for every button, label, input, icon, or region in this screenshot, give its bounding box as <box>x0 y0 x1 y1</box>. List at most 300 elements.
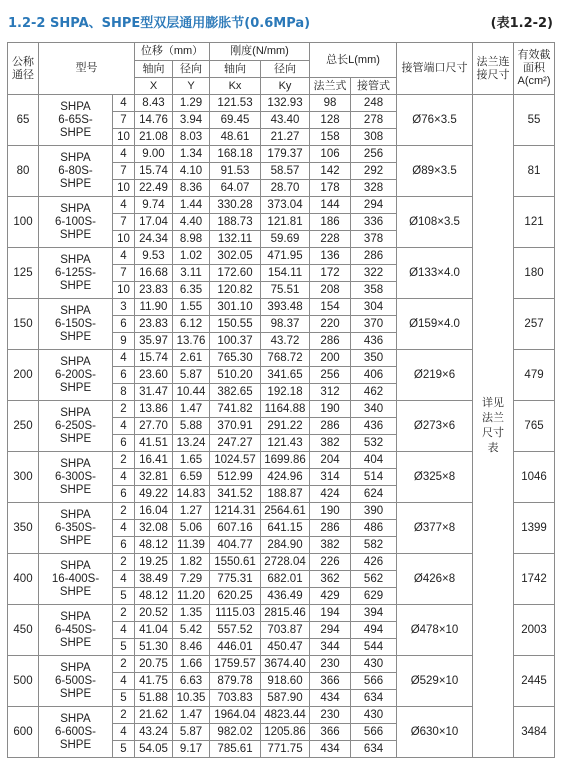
cell-Y: 8.03 <box>173 129 210 146</box>
cell-X: 22.49 <box>135 180 173 197</box>
cell-Y: 5.87 <box>173 724 210 741</box>
cell-pipe-length: 390 <box>351 503 397 520</box>
cell-Ky: 641.15 <box>261 520 310 537</box>
cell-pipe-length: 566 <box>351 724 397 741</box>
cell-pipe-length: 566 <box>351 673 397 690</box>
cell-flange-length: 228 <box>310 231 351 248</box>
cell-Y: 6.63 <box>173 673 210 690</box>
cell-Kx: 188.73 <box>210 214 261 231</box>
cell-pipe-length: 378 <box>351 231 397 248</box>
model-line: SHPA <box>60 202 91 215</box>
cell-Y: 6.59 <box>173 469 210 486</box>
cell-nominal-diameter: 250 <box>8 401 39 452</box>
model-line: 6-250S- <box>55 419 96 432</box>
cell-pipe-size: Ø478×10 <box>397 605 473 656</box>
cell-Kx: 132.11 <box>210 231 261 248</box>
cell-pipe-length: 248 <box>351 95 397 112</box>
cell-pipe-length: 340 <box>351 401 397 418</box>
cell-waves: 4 <box>113 95 135 112</box>
cell-Y: 1.34 <box>173 146 210 163</box>
cell-effective-area: 479 <box>514 350 555 401</box>
cell-Kx: 1550.61 <box>210 554 261 571</box>
cell-Ky: 2728.04 <box>261 554 310 571</box>
cell-waves: 2 <box>113 503 135 520</box>
cell-pipe-length: 544 <box>351 639 397 656</box>
cell-Kx: 775.31 <box>210 571 261 588</box>
cell-Kx: 879.78 <box>210 673 261 690</box>
cell-pipe-length: 404 <box>351 452 397 469</box>
cell-pipe-length: 406 <box>351 367 397 384</box>
cell-model <box>39 401 113 452</box>
cell-pipe-size: Ø529×10 <box>397 656 473 707</box>
cell-Kx: 48.61 <box>210 129 261 146</box>
cell-model <box>39 554 113 605</box>
cell-flange-length: 434 <box>310 741 351 758</box>
cell-pipe-size: Ø219×6 <box>397 350 473 401</box>
model-line: SHPA <box>60 610 91 623</box>
cell-flange-length: 190 <box>310 503 351 520</box>
cell-Kx: 64.07 <box>210 180 261 197</box>
cell-Kx: 91.53 <box>210 163 261 180</box>
cell-Kx: 301.10 <box>210 299 261 316</box>
cell-Ky: 284.90 <box>261 537 310 554</box>
cell-effective-area: 180 <box>514 248 555 299</box>
cell-pipe-length: 336 <box>351 214 397 231</box>
header-pipe: 接管式 <box>351 78 397 95</box>
cell-Y: 5.06 <box>173 520 210 537</box>
cell-Kx: 100.37 <box>210 333 261 350</box>
cell-waves: 2 <box>113 401 135 418</box>
cell-nominal-diameter: 80 <box>8 146 39 197</box>
cell-pipe-length: 370 <box>351 316 397 333</box>
cell-pipe-length: 562 <box>351 571 397 588</box>
cell-flange-length: 429 <box>310 588 351 605</box>
cell-model <box>39 350 113 401</box>
cell-waves: 4 <box>113 418 135 435</box>
cell-Y: 1.02 <box>173 248 210 265</box>
cell-pipe-length: 294 <box>351 197 397 214</box>
cell-waves: 4 <box>113 350 135 367</box>
cell-Ky: 450.47 <box>261 639 310 656</box>
cell-Ky: 341.65 <box>261 367 310 384</box>
cell-Ky: 43.72 <box>261 333 310 350</box>
model-line: SHPE <box>59 432 92 445</box>
table-body <box>8 95 555 758</box>
cell-model <box>39 707 113 758</box>
cell-X: 20.52 <box>135 605 173 622</box>
cell-flange-length: 294 <box>310 622 351 639</box>
cell-Kx: 1214.31 <box>210 503 261 520</box>
cell-waves: 4 <box>113 520 135 537</box>
cell-model <box>39 146 113 197</box>
cell-Y: 6.35 <box>173 282 210 299</box>
spec-table <box>7 42 555 758</box>
cell-X: 17.04 <box>135 214 173 231</box>
cell-X: 16.04 <box>135 503 173 520</box>
cell-Ky: 918.60 <box>261 673 310 690</box>
model-line: SHPE <box>59 330 92 343</box>
cell-Y: 3.11 <box>173 265 210 282</box>
cell-waves: 10 <box>113 231 135 248</box>
header-axial: 轴向 <box>135 61 173 78</box>
model-line: SHPE <box>59 381 92 394</box>
cell-Y: 5.42 <box>173 622 210 639</box>
cell-Y: 1.55 <box>173 299 210 316</box>
cell-waves: 4 <box>113 248 135 265</box>
model-line: SHPA <box>60 304 91 317</box>
cell-pipe-length: 462 <box>351 384 397 401</box>
model-line: SHPA <box>60 661 91 674</box>
cell-pipe-length: 629 <box>351 588 397 605</box>
cell-Ky: 21.27 <box>261 129 310 146</box>
cell-X: 31.47 <box>135 384 173 401</box>
cell-Y: 1.27 <box>173 503 210 520</box>
cell-flange-length: 158 <box>310 129 351 146</box>
cell-pipe-length: 486 <box>351 520 397 537</box>
cell-Kx: 150.55 <box>210 316 261 333</box>
cell-model <box>39 299 113 350</box>
page-title: 1.2-2 SHPA、SHPE型双层通用膨胀节(0.6MPa) <box>8 16 311 31</box>
cell-Y: 8.36 <box>173 180 210 197</box>
cell-Y: 3.94 <box>173 112 210 129</box>
cell-pipe-length: 394 <box>351 605 397 622</box>
cell-Y: 8.46 <box>173 639 210 656</box>
cell-X: 21.62 <box>135 707 173 724</box>
cell-waves: 9 <box>113 333 135 350</box>
cell-Y: 4.10 <box>173 163 210 180</box>
cell-flange-length: 144 <box>310 197 351 214</box>
header-displacement: 位移（mm） <box>135 43 210 61</box>
cell-flange-length: 208 <box>310 282 351 299</box>
cell-Y: 5.87 <box>173 367 210 384</box>
cell-flange-length: 286 <box>310 418 351 435</box>
cell-waves: 4 <box>113 571 135 588</box>
table-row <box>8 554 555 571</box>
cell-waves: 4 <box>113 724 135 741</box>
cell-Ky: 393.48 <box>261 299 310 316</box>
cell-X: 16.41 <box>135 452 173 469</box>
cell-Ky: 58.57 <box>261 163 310 180</box>
cell-Ky: 703.87 <box>261 622 310 639</box>
cell-flange-length: 286 <box>310 520 351 537</box>
table-row <box>8 350 555 367</box>
cell-waves: 2 <box>113 554 135 571</box>
cell-nominal-diameter: 500 <box>8 656 39 707</box>
header-x: X <box>135 78 173 95</box>
cell-Ky: 28.70 <box>261 180 310 197</box>
cell-X: 9.00 <box>135 146 173 163</box>
cell-pipe-length: 634 <box>351 741 397 758</box>
cell-flange-length: 106 <box>310 146 351 163</box>
model-line: 6-65S- <box>58 113 93 126</box>
cell-effective-area: 2445 <box>514 656 555 707</box>
cell-Ky: 424.96 <box>261 469 310 486</box>
cell-Ky: 188.87 <box>261 486 310 503</box>
table-row <box>8 248 555 265</box>
table-number: (表1.2-2) <box>490 16 553 31</box>
cell-pipe-length: 286 <box>351 248 397 265</box>
cell-Y: 5.88 <box>173 418 210 435</box>
cell-waves: 5 <box>113 639 135 656</box>
cell-Kx: 1759.57 <box>210 656 261 673</box>
model-line: 6-300S- <box>55 470 96 483</box>
cell-model <box>39 605 113 656</box>
cell-pipe-size: Ø273×6 <box>397 401 473 452</box>
cell-flange-length: 382 <box>310 435 351 452</box>
cell-pipe-size: Ø426×8 <box>397 554 473 605</box>
cell-Ky: 132.93 <box>261 95 310 112</box>
cell-model <box>39 248 113 299</box>
cell-X: 32.81 <box>135 469 173 486</box>
cell-Ky: 768.72 <box>261 350 310 367</box>
cell-Ky: 1699.86 <box>261 452 310 469</box>
cell-X: 49.22 <box>135 486 173 503</box>
model-line: SHPA <box>60 508 91 521</box>
cell-Kx: 620.25 <box>210 588 261 605</box>
cell-effective-area: 765 <box>514 401 555 452</box>
cell-effective-area: 1046 <box>514 452 555 503</box>
table-row <box>8 95 555 112</box>
model-line: 6-100S- <box>55 215 96 228</box>
table-row <box>8 656 555 673</box>
cell-X: 13.86 <box>135 401 173 418</box>
cell-flange-length: 154 <box>310 299 351 316</box>
cell-pipe-length: 308 <box>351 129 397 146</box>
model-line: 6-200S- <box>55 368 96 381</box>
cell-X: 9.53 <box>135 248 173 265</box>
header-axial-stiffness: 轴向 <box>210 61 261 78</box>
cell-Y: 1.66 <box>173 656 210 673</box>
cell-waves: 5 <box>113 588 135 605</box>
cell-model <box>39 656 113 707</box>
cell-X: 9.74 <box>135 197 173 214</box>
cell-X: 54.05 <box>135 741 173 758</box>
cell-waves: 6 <box>113 435 135 452</box>
cell-Y: 2.61 <box>173 350 210 367</box>
cell-Ky: 1205.86 <box>261 724 310 741</box>
table-row <box>8 452 555 469</box>
cell-Ky: 154.11 <box>261 265 310 282</box>
cell-Kx: 121.53 <box>210 95 261 112</box>
cell-nominal-diameter: 200 <box>8 350 39 401</box>
cell-X: 48.12 <box>135 537 173 554</box>
cell-nominal-diameter: 450 <box>8 605 39 656</box>
model-line: SHPA <box>60 151 91 164</box>
cell-X: 23.83 <box>135 316 173 333</box>
cell-Kx: 69.45 <box>210 112 261 129</box>
model-line: 16-400S- <box>51 572 100 585</box>
cell-nominal-diameter: 350 <box>8 503 39 554</box>
model-line: SHPE <box>59 534 92 547</box>
cell-pipe-size: Ø89×3.5 <box>397 146 473 197</box>
cell-effective-area: 3484 <box>514 707 555 758</box>
cell-X: 35.97 <box>135 333 173 350</box>
table-row <box>8 401 555 418</box>
cell-effective-area: 257 <box>514 299 555 350</box>
cell-flange-length: 344 <box>310 639 351 656</box>
header-stiffness: 刚度(N/mm) <box>210 43 310 61</box>
cell-pipe-length: 430 <box>351 707 397 724</box>
cell-X: 48.12 <box>135 588 173 605</box>
cell-waves: 5 <box>113 741 135 758</box>
cell-Ky: 59.69 <box>261 231 310 248</box>
cell-flange-length: 382 <box>310 537 351 554</box>
model-line: SHPA <box>60 712 91 725</box>
cell-flange-length: 186 <box>310 214 351 231</box>
cell-X: 24.34 <box>135 231 173 248</box>
table-header <box>8 43 555 95</box>
cell-waves: 8 <box>113 384 135 401</box>
table-row <box>8 605 555 622</box>
cell-X: 11.90 <box>135 299 173 316</box>
cell-Kx: 446.01 <box>210 639 261 656</box>
cell-Kx: 741.82 <box>210 401 261 418</box>
header-flange-size: 法兰连接尺寸 <box>473 43 514 95</box>
cell-X: 20.75 <box>135 656 173 673</box>
cell-X: 41.75 <box>135 673 173 690</box>
cell-waves: 4 <box>113 146 135 163</box>
cell-Ky: 179.37 <box>261 146 310 163</box>
cell-waves: 2 <box>113 605 135 622</box>
cell-Ky: 121.43 <box>261 435 310 452</box>
cell-Kx: 1115.03 <box>210 605 261 622</box>
cell-Y: 10.44 <box>173 384 210 401</box>
cell-Kx: 607.16 <box>210 520 261 537</box>
cell-effective-area: 81 <box>514 146 555 197</box>
cell-nominal-diameter: 600 <box>8 707 39 758</box>
model-line: 6-500S- <box>55 674 96 687</box>
cell-Y: 11.39 <box>173 537 210 554</box>
cell-Y: 6.12 <box>173 316 210 333</box>
page-header <box>0 0 561 42</box>
cell-Y: 8.98 <box>173 231 210 248</box>
cell-X: 41.51 <box>135 435 173 452</box>
cell-nominal-diameter: 65 <box>8 95 39 146</box>
table-row <box>8 146 555 163</box>
cell-Ky: 43.40 <box>261 112 310 129</box>
cell-waves: 2 <box>113 656 135 673</box>
model-line: SHPA <box>60 100 91 113</box>
cell-flange-length: 362 <box>310 571 351 588</box>
model-line: SHPE <box>59 585 92 598</box>
cell-Y: 1.47 <box>173 707 210 724</box>
cell-X: 21.08 <box>135 129 173 146</box>
cell-model <box>39 503 113 554</box>
header-area: 有效截面积A(cm²) <box>514 43 555 95</box>
cell-pipe-length: 494 <box>351 622 397 639</box>
cell-pipe-size: Ø108×3.5 <box>397 197 473 248</box>
cell-Y: 1.47 <box>173 401 210 418</box>
model-line: SHPA <box>60 355 91 368</box>
cell-pipe-length: 358 <box>351 282 397 299</box>
cell-Y: 14.83 <box>173 486 210 503</box>
cell-nominal-diameter: 400 <box>8 554 39 605</box>
cell-Y: 1.65 <box>173 452 210 469</box>
cell-Kx: 512.99 <box>210 469 261 486</box>
cell-Ky: 1164.88 <box>261 401 310 418</box>
table-row <box>8 503 555 520</box>
cell-Y: 9.17 <box>173 741 210 758</box>
cell-Kx: 382.65 <box>210 384 261 401</box>
cell-X: 8.43 <box>135 95 173 112</box>
cell-pipe-length: 532 <box>351 435 397 452</box>
model-line: 6-350S- <box>55 521 96 534</box>
cell-waves: 10 <box>113 180 135 197</box>
cell-flange-length: 172 <box>310 265 351 282</box>
cell-pipe-length: 322 <box>351 265 397 282</box>
cell-flange-length: 226 <box>310 554 351 571</box>
cell-Ky: 2564.61 <box>261 503 310 520</box>
cell-X: 41.04 <box>135 622 173 639</box>
model-line: 6-450S- <box>55 623 96 636</box>
cell-Kx: 510.20 <box>210 367 261 384</box>
cell-Ky: 436.49 <box>261 588 310 605</box>
cell-Kx: 703.83 <box>210 690 261 707</box>
cell-Ky: 471.95 <box>261 248 310 265</box>
cell-waves: 6 <box>113 367 135 384</box>
cell-X: 27.70 <box>135 418 173 435</box>
model-line: SHPE <box>59 738 92 751</box>
cell-X: 16.68 <box>135 265 173 282</box>
cell-waves: 2 <box>113 452 135 469</box>
cell-X: 23.83 <box>135 282 173 299</box>
cell-flange-length: 230 <box>310 707 351 724</box>
cell-pipe-length: 426 <box>351 554 397 571</box>
cell-waves: 10 <box>113 282 135 299</box>
cell-model <box>39 95 113 146</box>
header-length: 总长L(mm) <box>310 43 397 78</box>
model-line: SHPA <box>60 253 91 266</box>
cell-waves: 5 <box>113 690 135 707</box>
model-line: SHPA <box>60 559 91 572</box>
cell-X: 14.76 <box>135 112 173 129</box>
cell-Kx: 982.02 <box>210 724 261 741</box>
cell-Kx: 785.61 <box>210 741 261 758</box>
cell-flange-length: 200 <box>310 350 351 367</box>
header-kx: Kx <box>210 78 261 95</box>
model-line: SHPE <box>59 636 92 649</box>
cell-waves: 3 <box>113 299 135 316</box>
cell-flange-length: 286 <box>310 333 351 350</box>
cell-waves: 6 <box>113 486 135 503</box>
cell-pipe-size: Ø377×8 <box>397 503 473 554</box>
cell-flange-length: 142 <box>310 163 351 180</box>
model-line: SHPA <box>60 457 91 470</box>
cell-flange-length: 314 <box>310 469 351 486</box>
cell-Kx: 370.91 <box>210 418 261 435</box>
cell-waves: 4 <box>113 622 135 639</box>
cell-flange-length: 424 <box>310 486 351 503</box>
cell-pipe-length: 350 <box>351 350 397 367</box>
cell-Y: 1.35 <box>173 605 210 622</box>
cell-Kx: 120.82 <box>210 282 261 299</box>
cell-Y: 4.40 <box>173 214 210 231</box>
cell-Kx: 341.52 <box>210 486 261 503</box>
cell-nominal-diameter: 150 <box>8 299 39 350</box>
cell-pipe-length: 514 <box>351 469 397 486</box>
cell-pipe-length: 436 <box>351 333 397 350</box>
cell-Ky: 587.90 <box>261 690 310 707</box>
model-line: 6-80S- <box>58 164 93 177</box>
cell-X: 15.74 <box>135 350 173 367</box>
cell-Ky: 373.04 <box>261 197 310 214</box>
table-row <box>8 197 555 214</box>
cell-pipe-size: Ø325×8 <box>397 452 473 503</box>
cell-Kx: 557.52 <box>210 622 261 639</box>
cell-pipe-length: 582 <box>351 537 397 554</box>
cell-pipe-size: Ø159×4.0 <box>397 299 473 350</box>
cell-effective-area: 121 <box>514 197 555 248</box>
